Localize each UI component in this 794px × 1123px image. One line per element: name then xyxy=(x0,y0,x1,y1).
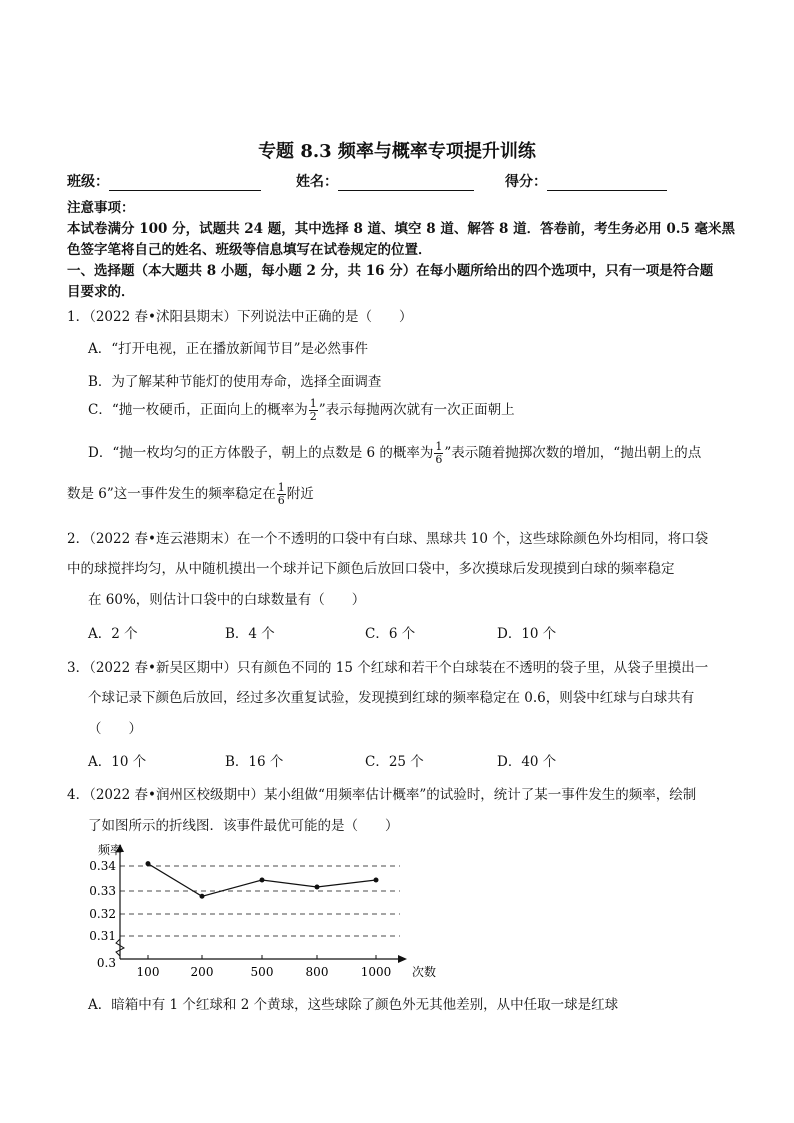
data-point xyxy=(200,894,205,899)
notice-line-2: 色签字笔将自己的姓名、班级等信息填写在试卷规定的位置． xyxy=(67,242,432,258)
page-title: 专题 8.3 频率与概率专项提升训练 xyxy=(258,141,536,162)
notice-line-1: 本试卷满分 100 分，试题共 24 题，其中选择 8 道、填空 8 道、解答 8 道．答卷前，考生务必用 0.5 毫米黑 xyxy=(67,221,736,237)
q2-option-c[interactable]: C．6 个 xyxy=(365,626,416,642)
q1-option-d-cont xyxy=(67,482,314,507)
notice-heading: 注意事项： xyxy=(67,200,135,216)
q1-d-text-4: 附近 xyxy=(286,486,314,502)
x-tick-label: 800 xyxy=(305,965,329,979)
score-field xyxy=(505,171,667,191)
q3-option-c[interactable]: C．25 个 xyxy=(365,754,424,770)
q1-d-text-2: ”表示随着抛掷次数的增加，“抛出朝上的点 xyxy=(444,445,702,461)
y-tick-label: 0.31 xyxy=(89,929,116,943)
q1-option-c[interactable] xyxy=(88,398,515,423)
y-axis-title: 频率 xyxy=(98,843,123,857)
section-line-1: 一、选择题（本大题共 8 小题，每小题 2 分，共 16 分）在每小题所给出的四个选项中，只有一项是符合题 xyxy=(67,263,714,279)
fraction-one-sixth: $\frac{1}{6}$ xyxy=(435,440,443,466)
data-point xyxy=(260,877,265,882)
y-tick-label: 0.32 xyxy=(89,907,116,921)
x-tick-label: 200 xyxy=(190,965,214,979)
fraction-one-sixth-2: $\frac{1}{6}$ xyxy=(277,481,285,507)
q1-stem: 1．（2022 春•沭阳县期末）下列说法中正确的是（ ） xyxy=(67,309,413,325)
q1-option-d[interactable] xyxy=(88,441,701,466)
q1-d-text-1: D．“抛一枚均匀的正方体骰子，朝上的点数是 6 的概率为 xyxy=(88,445,434,461)
q4-line-2: 了如图所示的折线图．该事件最优可能的是（ ） xyxy=(88,818,399,834)
q3-line-1: 3．（2022 春•新吴区期中）只有颜色不同的 15 个红球和若干个白球装在不透明的袋子里，从袋子里摸出一 xyxy=(67,660,709,676)
y-tick-label: 0.33 xyxy=(89,884,116,898)
q1-c-text-2: ”表示每抛两次就有一次正面朝上 xyxy=(318,402,515,418)
data-point xyxy=(146,861,151,866)
frequency-line-chart xyxy=(80,836,460,986)
x-axis-arrow xyxy=(398,955,407,963)
q4-option-a[interactable]: A．暗箱中有 1 个红球和 2 个黄球，这些球除了颜色外无其他差别，从中任取一球是红球 xyxy=(88,997,619,1013)
section-line-2: 目要求的． xyxy=(67,284,135,300)
y-tick-label: 0.34 xyxy=(89,859,116,873)
data-point xyxy=(374,877,379,882)
q2-line-3: 在 60%，则估计口袋中的白球数量有（ ） xyxy=(88,592,366,608)
class-field xyxy=(67,171,261,191)
data-point xyxy=(315,884,320,889)
q3-option-d[interactable]: D．40 个 xyxy=(497,754,557,770)
q4-line-1: 4．（2022 春•润州区校级期中）某小组做“用频率估计概率”的试验时，统计了某一事件发生的频率，绘制 xyxy=(67,787,697,803)
class-label: 班级： xyxy=(67,174,109,190)
q3-line-3: （ ） xyxy=(88,721,142,737)
q2-line-1: 2．（2022 春•连云港期末）在一个不透明的口袋中有白球、黑球共 10 个，这些球除颜色外均相同，将口袋 xyxy=(67,531,709,547)
q2-option-b[interactable]: B．4 个 xyxy=(225,626,275,642)
q1-c-text-1: C．“抛一枚硬币，正面向上的概率为 xyxy=(88,402,308,418)
q1-option-a[interactable]: A．“打开电视，正在播放新闻节目”是必然事件 xyxy=(88,341,369,357)
q3-option-a[interactable]: A．10 个 xyxy=(88,754,147,770)
x-tick-label: 1000 xyxy=(360,965,392,979)
q3-line-2: 个球记录下颜色后放回，经过多次重复试验，发现摸到红球的频率稳定在 0.6，则袋中红球与白球共有 xyxy=(88,690,695,706)
q1-d-text-3: 数是 6”这一事件发生的频率稳定在 xyxy=(67,486,276,502)
score-label: 得分： xyxy=(505,174,547,190)
name-blank[interactable] xyxy=(338,176,474,191)
name-field xyxy=(296,171,474,191)
y-tick-label: 0.3 xyxy=(96,956,116,970)
q2-option-a[interactable]: A．2 个 xyxy=(88,626,138,642)
x-tick-label: 500 xyxy=(250,965,274,979)
name-label: 姓名： xyxy=(296,174,338,190)
score-blank[interactable] xyxy=(547,176,667,191)
x-axis-title: 次数 xyxy=(412,965,437,979)
q3-option-b[interactable]: B．16 个 xyxy=(225,754,284,770)
q2-option-d[interactable]: D．10 个 xyxy=(497,626,557,642)
x-tick-label: 100 xyxy=(136,965,160,979)
fraction-one-half: $\frac{1}{2}$ xyxy=(309,397,317,423)
q1-option-b[interactable]: B．为了解某种节能灯的使用寿命，选择全面调查 xyxy=(88,374,382,390)
q2-line-2: 中的球搅拌均匀，从中随机摸出一个球并记下颜色后放回口袋中，多次摸球后发现摸到白球的频率稳定 xyxy=(67,561,675,577)
class-blank[interactable] xyxy=(109,176,261,191)
